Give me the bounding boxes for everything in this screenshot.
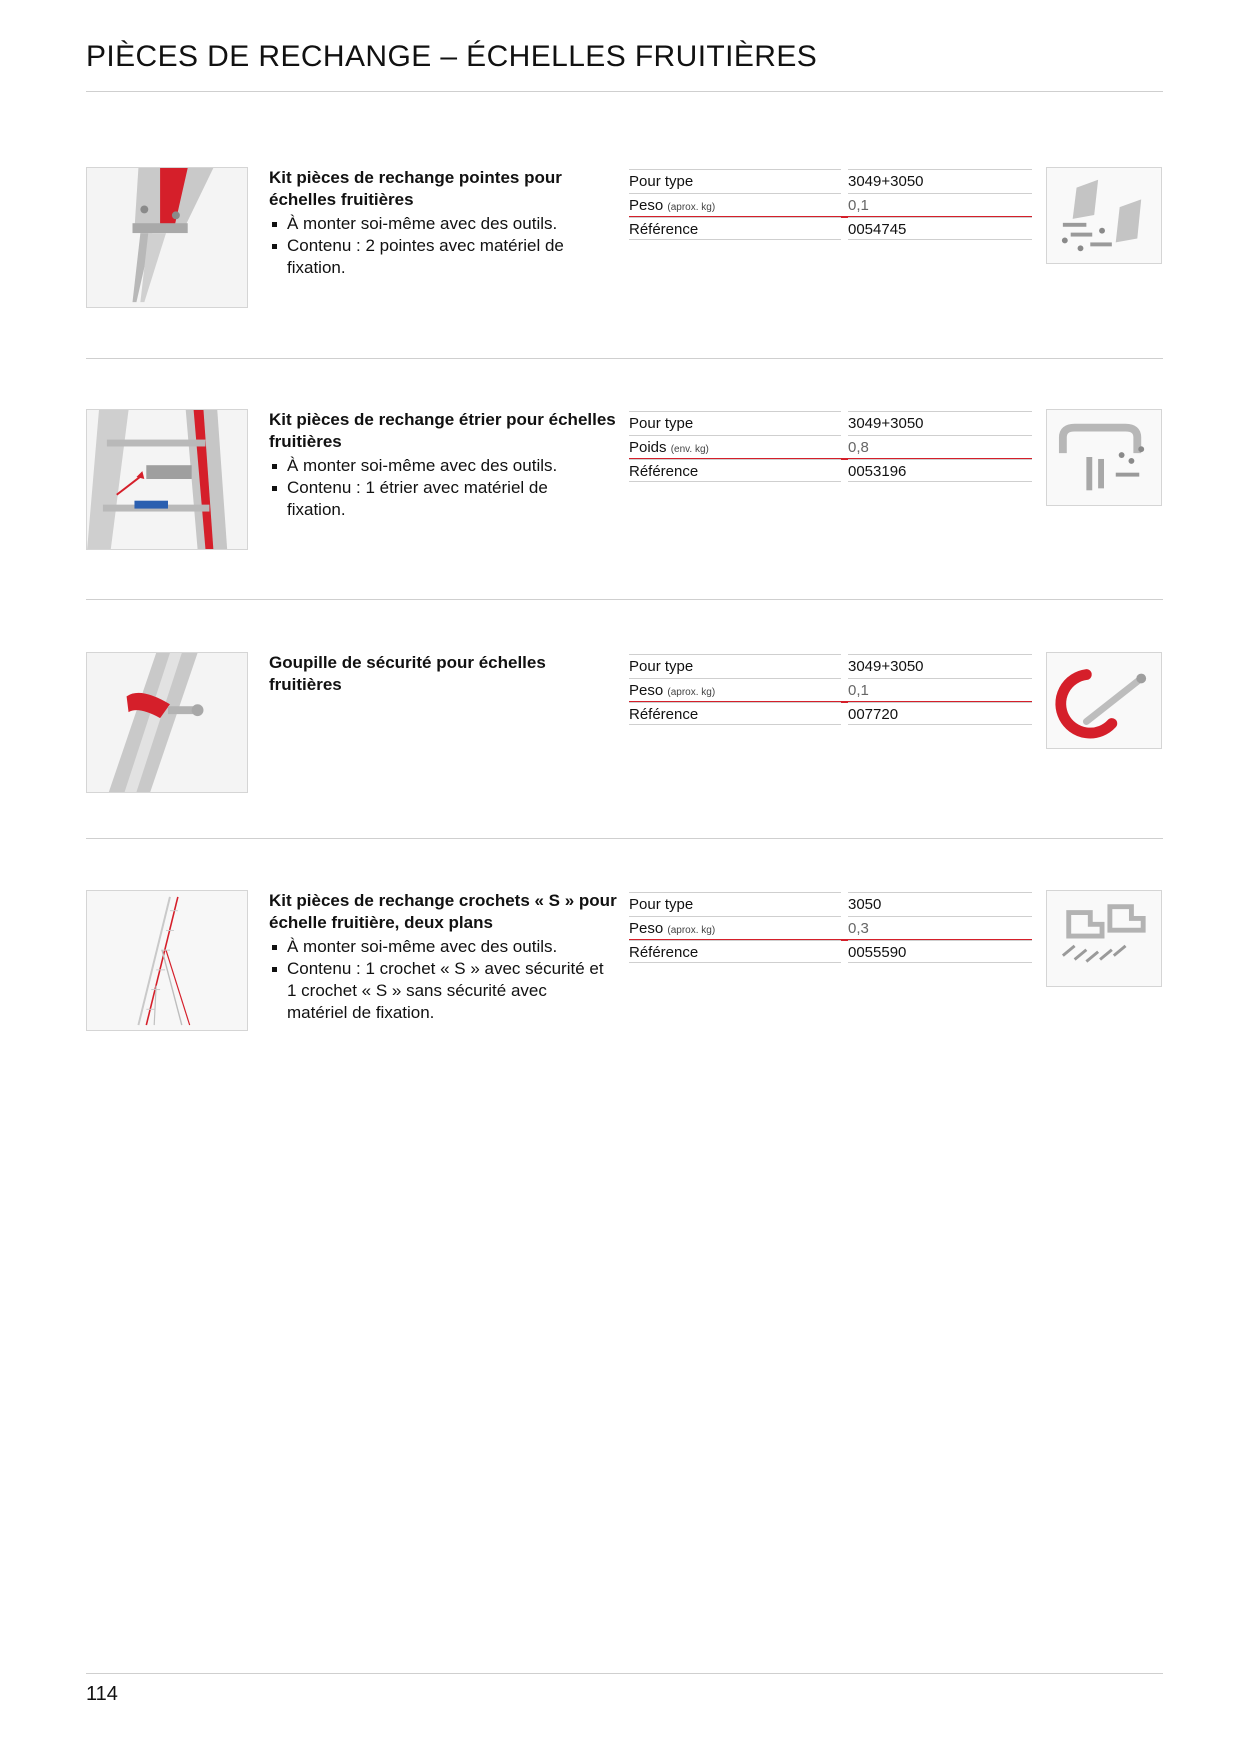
spec-row-type — [629, 892, 1032, 916]
spec-value: 3050 — [848, 892, 1032, 913]
spec-value: 0,1 — [848, 678, 1032, 699]
spec-value: 3049+3050 — [848, 654, 1032, 675]
spec-row-type — [629, 654, 1032, 678]
feature-item: À monter soi-même avec des outils. — [269, 213, 609, 235]
product-name: Goupille de sécurité pour échelles fruitières — [269, 653, 546, 694]
spec-value: 0053196 — [848, 459, 1032, 482]
spec-row-weight — [629, 435, 1032, 459]
feature-item: Contenu : 2 pointes avec matériel de fixation. — [269, 235, 609, 279]
spec-label: Pour type — [629, 411, 841, 432]
spec-label — [629, 678, 841, 699]
spike-parts-thumbnail — [1046, 167, 1162, 264]
feature-item: À monter soi-même avec des outils. — [269, 455, 609, 477]
weight-unit: (aprox. kg) — [667, 687, 716, 698]
safety-pin-photo — [86, 652, 248, 793]
stirrup-parts-thumbnail — [1046, 409, 1162, 506]
spec-value: 3049+3050 — [848, 411, 1032, 432]
weight-unit: (aprox. kg) — [667, 925, 716, 936]
spec-value: 3049+3050 — [848, 169, 1032, 190]
spec-row-type — [629, 169, 1032, 193]
spec-label: Pour type — [629, 892, 841, 913]
spec-row-reference — [629, 940, 1032, 964]
two-section-ladder-photo — [86, 890, 248, 1031]
feature-item: Contenu : 1 étrier avec matériel de fixation. — [269, 477, 609, 521]
footer-divider — [86, 1673, 1163, 1674]
spec-label — [629, 193, 841, 214]
spec-label: Référence — [629, 217, 841, 240]
weight-unit: (env. kg) — [670, 444, 709, 455]
spec-label — [629, 916, 841, 937]
spec-row-reference — [629, 459, 1032, 483]
section-divider — [86, 838, 1163, 839]
section-divider — [86, 358, 1163, 359]
spec-row-reference — [629, 217, 1032, 241]
spec-row-type — [629, 411, 1032, 435]
product-safety-pin — [86, 652, 1163, 802]
spec-label — [629, 435, 841, 456]
page-title: PIÈCES DE RECHANGE – ÉCHELLES FRUITIÈRES — [86, 40, 818, 73]
spec-row-reference — [629, 702, 1032, 726]
spec-row-weight — [629, 678, 1032, 702]
section-divider — [86, 599, 1163, 600]
spec-table — [629, 169, 1032, 241]
spec-label: Référence — [629, 459, 841, 482]
spec-row-weight — [629, 916, 1032, 940]
product-name: Kit pièces de rechange crochets « S » pour échelle fruitière, deux plans — [269, 891, 617, 932]
product-name: Kit pièces de rechange étrier pour échelles fruitières — [269, 410, 616, 451]
spec-table — [629, 654, 1032, 726]
weight-label: Peso — [629, 197, 664, 214]
product-s-hooks-kit — [86, 890, 1163, 1040]
feature-list — [269, 213, 609, 279]
weight-label: Peso — [629, 682, 664, 699]
spec-row-weight — [629, 193, 1032, 217]
spec-value: 0,1 — [848, 193, 1032, 214]
spec-value: 007720 — [848, 702, 1032, 725]
header-divider — [86, 91, 1163, 92]
spec-label: Pour type — [629, 654, 841, 675]
product-name: Kit pièces de rechange pointes pour échelles fruitières — [269, 168, 562, 209]
product-spikes-kit — [86, 167, 1163, 317]
weight-unit: (aprox. kg) — [667, 202, 716, 213]
spec-label: Pour type — [629, 169, 841, 190]
spec-value: 0,3 — [848, 916, 1032, 937]
spec-value: 0,8 — [848, 435, 1032, 456]
spec-value: 0054745 — [848, 217, 1032, 240]
feature-list — [269, 455, 609, 521]
safety-pin-thumbnail — [1046, 652, 1162, 749]
weight-label: Poids — [629, 439, 667, 456]
feature-item: À monter soi-même avec des outils. — [269, 936, 609, 958]
page-number: 114 — [86, 1683, 118, 1705]
spec-table — [629, 892, 1032, 964]
spec-label: Référence — [629, 702, 841, 725]
s-hooks-thumbnail — [1046, 890, 1162, 987]
ladder-stirrup-photo — [86, 409, 248, 550]
ladder-spike-photo — [86, 167, 248, 308]
spec-label: Référence — [629, 940, 841, 963]
weight-label: Peso — [629, 920, 664, 937]
feature-list — [269, 936, 609, 1024]
product-stirrup-kit — [86, 409, 1163, 559]
spec-value: 0055590 — [848, 940, 1032, 963]
spec-table — [629, 411, 1032, 483]
feature-item: Contenu : 1 crochet « S » avec sécurité et 1 crochet « S » sans sécurité avec matériel de fixation. — [269, 958, 609, 1024]
